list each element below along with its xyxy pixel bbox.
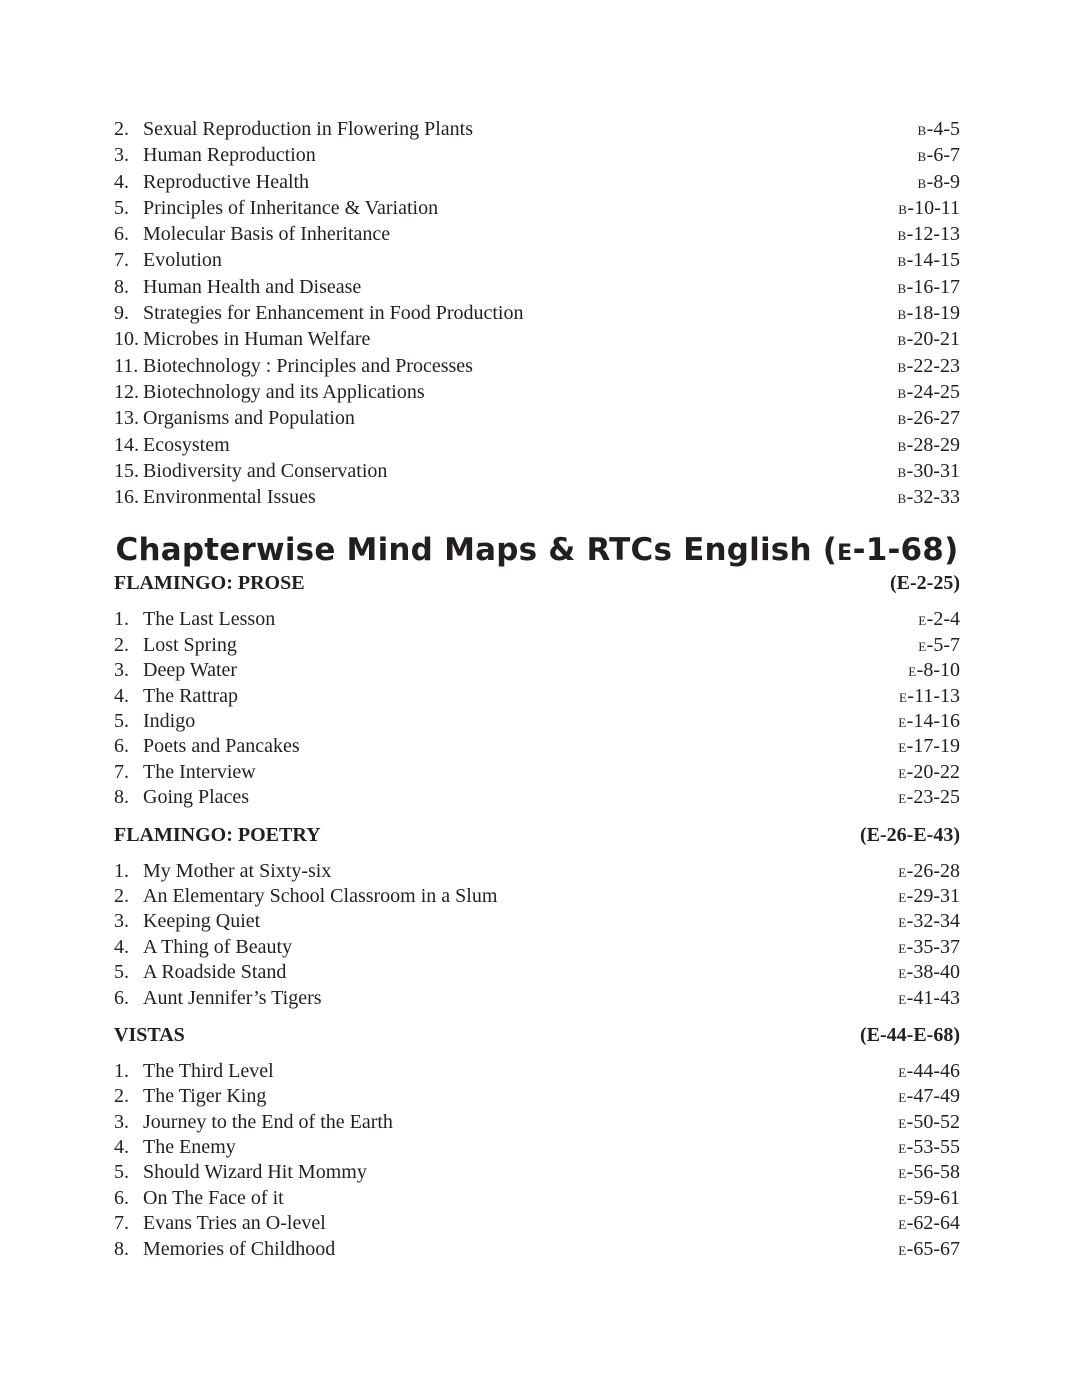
toc-entry xyxy=(114,1083,960,1108)
section-header xyxy=(114,1024,960,1058)
toc-entry xyxy=(114,1159,960,1184)
page-prefix: B xyxy=(897,438,907,454)
entry-pages xyxy=(898,1109,960,1137)
entry-number: 3. xyxy=(114,910,129,933)
entry-number: 6. xyxy=(114,1186,129,1209)
entry-pages xyxy=(898,733,960,761)
entry-number: 4. xyxy=(114,935,129,958)
entry-pages xyxy=(898,934,960,962)
toc-entry xyxy=(114,221,960,247)
entry-pages xyxy=(908,657,960,685)
page-prefix: B xyxy=(897,412,907,428)
entry-title: Should Wizard Hit Mommy xyxy=(143,1161,367,1184)
entry-number: 3. xyxy=(114,1110,129,1133)
toc-entry xyxy=(114,959,960,984)
section-list xyxy=(114,1058,960,1261)
entry-number: 4. xyxy=(114,684,129,707)
section-range: (E-26-E-43) xyxy=(860,823,960,846)
page-prefix: B xyxy=(897,491,907,507)
entry-pages xyxy=(898,247,961,275)
toc-entry xyxy=(114,405,960,431)
page-prefix: E xyxy=(898,1064,907,1080)
toc-entry xyxy=(114,1236,960,1261)
entry-title: Lost Spring xyxy=(143,633,237,656)
section-list xyxy=(114,858,960,1010)
entry-title: Sexual Reproduction in Flowering Plants xyxy=(143,118,473,140)
entry-pages xyxy=(918,116,961,144)
page-range: -14-16 xyxy=(906,710,960,733)
entry-pages xyxy=(898,326,961,354)
entry-title: The Third Level xyxy=(143,1059,274,1082)
entry-number: 7. xyxy=(114,1212,129,1235)
page-range: -16-17 xyxy=(906,275,960,298)
entry-number: 4. xyxy=(114,1136,129,1159)
page-prefix: E xyxy=(908,664,917,680)
section-name: VISTAS xyxy=(114,1023,185,1046)
page-range: -53-55 xyxy=(906,1136,960,1159)
page-range: -62-64 xyxy=(906,1212,960,1235)
toc-entry xyxy=(114,683,960,708)
entry-pages xyxy=(898,985,960,1013)
entry-pages xyxy=(918,142,961,170)
entry-title: The Rattrap xyxy=(143,684,238,707)
toc-entry xyxy=(114,784,960,809)
entry-pages xyxy=(918,606,960,634)
entry-number: 2. xyxy=(114,118,129,140)
page-range: -30-31 xyxy=(906,459,960,482)
heading-prefix: E xyxy=(837,541,853,567)
page-range: -10-11 xyxy=(907,196,960,219)
entry-title: Deep Water xyxy=(143,659,238,682)
entry-number: 4. xyxy=(114,170,129,193)
entry-number: 1. xyxy=(114,608,129,631)
page-range: -17-19 xyxy=(906,735,960,758)
entry-number: 5. xyxy=(114,196,129,219)
entry-pages xyxy=(898,1058,960,1086)
page-range: -8-9 xyxy=(926,170,960,193)
entry-number: 3. xyxy=(114,659,129,682)
toc-entry xyxy=(114,759,960,784)
toc-entry xyxy=(114,458,960,484)
section-header xyxy=(114,824,960,858)
toc-entry xyxy=(114,1109,960,1134)
page-prefix: E xyxy=(898,791,907,807)
entry-number: 5. xyxy=(114,1161,129,1184)
page-range: -47-49 xyxy=(906,1085,960,1108)
entry-number: 6. xyxy=(114,223,129,246)
page-prefix: E xyxy=(898,915,907,931)
section-range: (E-44-E-68) xyxy=(860,1023,960,1046)
toc-entry xyxy=(114,708,960,733)
toc-entry xyxy=(114,326,960,352)
entry-number: 5. xyxy=(114,961,129,984)
page-range: -5-7 xyxy=(926,633,960,656)
biology-chapter-list xyxy=(114,116,960,510)
entry-pages xyxy=(898,1134,960,1162)
entry-title: Biodiversity and Conservation xyxy=(143,459,388,482)
entry-title: Biotechnology and its Applications xyxy=(143,380,425,403)
page-title xyxy=(114,532,960,568)
entry-pages xyxy=(898,858,960,886)
toc-entry xyxy=(114,195,960,221)
page-range: -41-43 xyxy=(906,986,960,1009)
entry-title: The Enemy xyxy=(143,1136,236,1159)
page-prefix: E xyxy=(898,1217,907,1233)
entry-title: The Tiger King xyxy=(143,1085,267,1108)
page-prefix: E xyxy=(898,1141,907,1157)
page-prefix: B xyxy=(897,359,907,375)
section-list xyxy=(114,606,960,809)
heading-range: -1-68) xyxy=(852,532,959,569)
entry-number: 8. xyxy=(114,1237,129,1260)
toc-entry xyxy=(114,606,960,631)
page-range: -26-27 xyxy=(906,407,960,430)
toc-entry xyxy=(114,1058,960,1083)
page-range: -14-15 xyxy=(906,249,960,272)
entry-pages xyxy=(898,221,961,249)
page-range: -26-28 xyxy=(906,859,960,882)
toc-entry xyxy=(114,353,960,379)
toc-entry xyxy=(114,274,960,300)
page-range: -4-5 xyxy=(926,118,960,140)
page-range: -38-40 xyxy=(906,961,960,984)
page-range: -20-21 xyxy=(906,328,960,351)
entry-title: Principles of Inheritance & Variation xyxy=(143,196,439,219)
entry-title: Human Reproduction xyxy=(143,144,316,167)
entry-number: 2. xyxy=(114,633,129,656)
entry-number: 11. xyxy=(114,354,139,377)
entry-number: 6. xyxy=(114,735,129,758)
entry-number: 1. xyxy=(114,1059,129,1082)
entry-title: Evolution xyxy=(143,249,222,272)
entry-title: An Elementary School Classroom in a Slum xyxy=(143,884,498,907)
entry-pages xyxy=(898,784,960,812)
heading-text: Chapterwise Mind Maps & RTCs English ( xyxy=(115,532,838,569)
section-header xyxy=(114,572,960,606)
table-of-contents xyxy=(114,116,960,1275)
page-prefix: B xyxy=(897,333,907,349)
entry-pages xyxy=(898,405,961,433)
toc-entry xyxy=(114,484,960,510)
entry-number: 8. xyxy=(114,786,129,809)
entry-number: 8. xyxy=(114,275,129,298)
page-prefix: E xyxy=(898,1166,907,1182)
entry-title: Going Places xyxy=(143,786,250,809)
page-range: -56-58 xyxy=(906,1161,960,1184)
page-range: -8-10 xyxy=(916,659,960,682)
entry-title: Human Health and Disease xyxy=(143,275,362,298)
page-prefix: E xyxy=(898,765,907,781)
entry-title: Reproductive Health xyxy=(143,170,310,193)
entry-pages xyxy=(898,432,961,460)
entry-pages xyxy=(898,484,961,512)
entry-number: 14. xyxy=(114,433,139,456)
entry-title: On The Face of it xyxy=(143,1186,284,1209)
page-prefix: E xyxy=(898,689,908,705)
page-range: -65-67 xyxy=(906,1237,960,1260)
page-prefix: B xyxy=(898,201,908,217)
page-prefix: B xyxy=(897,280,907,296)
page-prefix: E xyxy=(918,638,927,654)
entry-title: Biotechnology : Principles and Processes xyxy=(143,354,473,377)
section-range: (E-2-25) xyxy=(890,572,960,595)
page-range: -18-19 xyxy=(906,302,960,325)
entry-pages xyxy=(918,632,960,660)
page-range: -24-25 xyxy=(906,380,960,403)
entry-pages xyxy=(898,300,961,328)
page-range: -6-7 xyxy=(926,144,960,167)
entry-number: 10. xyxy=(114,328,139,351)
entry-number: 7. xyxy=(114,249,129,272)
page-prefix: E xyxy=(898,991,907,1007)
page-range: -11-13 xyxy=(907,684,960,707)
toc-entry xyxy=(114,632,960,657)
entry-pages xyxy=(898,959,960,987)
toc-entry xyxy=(114,169,960,195)
page-prefix: B xyxy=(897,254,907,270)
page-range: -20-22 xyxy=(906,760,960,783)
page-prefix: B xyxy=(897,385,907,401)
entry-title: Aunt Jennifer’s Tigers xyxy=(143,986,322,1009)
entry-number: 9. xyxy=(114,302,129,325)
page-range: -28-29 xyxy=(906,433,960,456)
entry-title: The Interview xyxy=(143,760,256,783)
page-prefix: E xyxy=(898,740,907,756)
entry-pages xyxy=(898,195,960,223)
toc-entry xyxy=(114,1134,960,1159)
toc-entry xyxy=(114,733,960,758)
entry-title: Microbes in Human Welfare xyxy=(143,328,371,351)
page-prefix: E xyxy=(898,940,907,956)
entry-pages xyxy=(898,908,960,936)
entry-pages xyxy=(898,1185,960,1213)
entry-pages xyxy=(898,883,960,911)
entry-number: 1. xyxy=(114,859,129,882)
english-sections xyxy=(114,572,960,1261)
page-prefix: E xyxy=(898,1090,907,1106)
entry-number: 7. xyxy=(114,760,129,783)
entry-number: 13. xyxy=(114,407,139,430)
entry-title: Journey to the End of the Earth xyxy=(143,1110,393,1133)
entry-number: 2. xyxy=(114,1085,129,1108)
entry-title: Strategies for Enhancement in Food Production xyxy=(143,302,524,325)
page-range: -22-23 xyxy=(906,354,960,377)
section-name: FLAMINGO: POETRY xyxy=(114,823,321,846)
entry-pages xyxy=(898,274,961,302)
page-range: -44-46 xyxy=(906,1059,960,1082)
section-name: FLAMINGO: PROSE xyxy=(114,572,305,595)
entry-title: A Thing of Beauty xyxy=(143,935,293,958)
toc-entry xyxy=(114,432,960,458)
entry-pages xyxy=(918,169,961,197)
entry-number: 3. xyxy=(114,144,129,167)
page-prefix: B xyxy=(917,175,927,191)
toc-entry xyxy=(114,300,960,326)
page-range: -50-52 xyxy=(906,1110,960,1133)
entry-title: Environmental Issues xyxy=(143,486,316,509)
english-section-heading xyxy=(114,532,960,572)
page-prefix: B xyxy=(897,464,907,480)
entry-number: 6. xyxy=(114,986,129,1009)
entry-title: Indigo xyxy=(143,710,196,733)
entry-title: Memories of Childhood xyxy=(143,1237,336,1260)
toc-entry xyxy=(114,116,960,142)
page-range: -32-33 xyxy=(906,486,960,509)
toc-entry xyxy=(114,883,960,908)
entry-pages xyxy=(898,1210,960,1238)
toc-entry xyxy=(114,985,960,1010)
entry-number: 5. xyxy=(114,710,129,733)
page-range: -23-25 xyxy=(906,786,960,809)
entry-number: 2. xyxy=(114,884,129,907)
page-prefix: B xyxy=(897,228,907,244)
page-prefix: E xyxy=(898,864,907,880)
entry-title: Evans Tries an O-level xyxy=(143,1212,326,1235)
page-range: -12-13 xyxy=(906,223,960,246)
page-range: -59-61 xyxy=(906,1186,960,1209)
entry-title: My Mother at Sixty-six xyxy=(143,859,332,882)
page-prefix: B xyxy=(917,149,927,165)
page-prefix: B xyxy=(897,307,907,323)
entry-title: A Roadside Stand xyxy=(143,961,287,984)
entry-number: 16. xyxy=(114,486,139,509)
entry-number: 12. xyxy=(114,380,139,403)
entry-pages xyxy=(899,683,960,711)
entry-title: Ecosystem xyxy=(143,433,230,456)
page-prefix: E xyxy=(898,1242,907,1258)
page-prefix: E xyxy=(898,966,907,982)
entry-title: Molecular Basis of Inheritance xyxy=(143,223,391,246)
entry-pages xyxy=(898,1236,960,1264)
toc-entry xyxy=(114,142,960,168)
toc-entry xyxy=(114,1210,960,1235)
page-prefix: E xyxy=(898,715,907,731)
entry-title: Keeping Quiet xyxy=(143,910,261,933)
page-prefix: E xyxy=(898,889,907,905)
entry-pages xyxy=(898,708,960,736)
toc-entry xyxy=(114,379,960,405)
page-prefix: E xyxy=(918,613,927,629)
toc-entry xyxy=(114,934,960,959)
page-range: -29-31 xyxy=(906,884,960,907)
entry-pages xyxy=(898,759,960,787)
toc-entry xyxy=(114,657,960,682)
entry-pages xyxy=(898,379,961,407)
page-prefix: E xyxy=(898,1115,907,1131)
page-range: -32-34 xyxy=(906,910,960,933)
entry-title: The Last Lesson xyxy=(143,608,276,631)
entry-pages xyxy=(898,1159,960,1187)
page-prefix: E xyxy=(898,1191,907,1207)
page-range: -35-37 xyxy=(906,935,960,958)
toc-entry xyxy=(114,247,960,273)
page-range: -2-4 xyxy=(926,608,960,631)
toc-entry xyxy=(114,908,960,933)
entry-title: Poets and Pancakes xyxy=(143,735,300,758)
entry-title: Organisms and Population xyxy=(143,407,355,430)
entry-pages xyxy=(898,353,961,381)
toc-entry xyxy=(114,1185,960,1210)
entry-number: 15. xyxy=(114,459,139,482)
page-prefix: B xyxy=(917,123,927,138)
toc-entry xyxy=(114,858,960,883)
entry-pages xyxy=(898,458,961,486)
entry-pages xyxy=(898,1083,960,1111)
